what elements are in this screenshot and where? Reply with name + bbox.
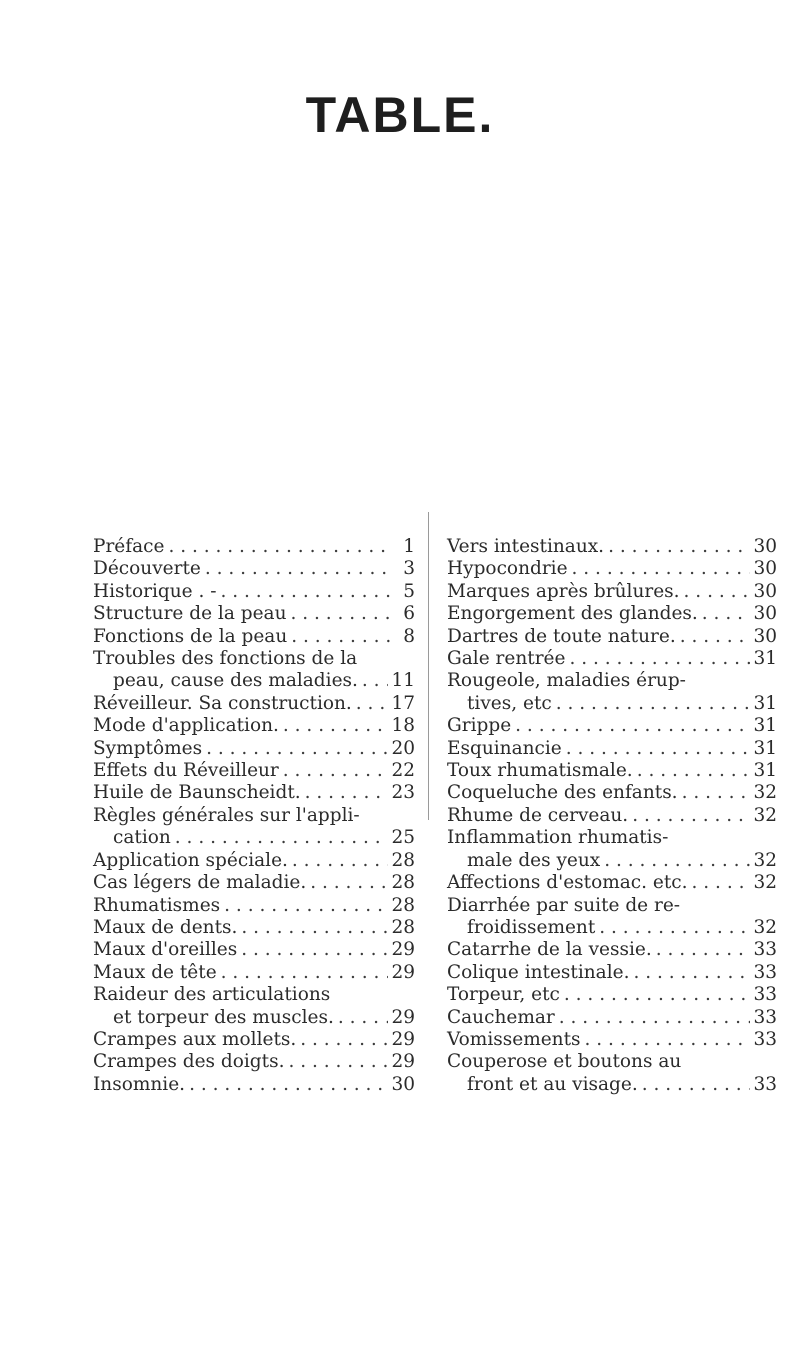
toc-page-number: 28 [391, 916, 415, 938]
toc-entry-line-wrapped [93, 648, 415, 670]
toc-entry-title: Rhumatismes [93, 894, 221, 916]
toc-entry-title: Maux d'oreilles [93, 939, 238, 961]
toc-entry [447, 827, 777, 872]
toc-entry-line [93, 536, 415, 558]
toc-entry-title: Marques après brûlures. [447, 580, 680, 602]
dot-leader [569, 648, 750, 670]
dot-leader [205, 558, 390, 580]
toc-entry [93, 738, 415, 760]
toc-entry-title: Gale rentrée [447, 648, 566, 670]
toc-page-number: 29 [391, 1028, 415, 1050]
toc-page-number: 23 [391, 782, 415, 804]
toc-entry-title: Cas légers de maladie. [93, 872, 307, 894]
toc-entry [447, 1029, 777, 1051]
toc-page-number: 32 [753, 804, 777, 826]
dot-leader [291, 626, 390, 648]
toc-page-number: 11 [391, 670, 415, 692]
toc-page-number: 22 [391, 760, 415, 782]
toc-entry [93, 536, 415, 558]
toc-entry-title: Vomissements [447, 1028, 581, 1050]
toc-entry-title: Vers intestinaux. [447, 536, 605, 557]
toc-entry-line [447, 805, 777, 827]
toc-entry-title: Huile de Baunscheidt. [93, 782, 301, 804]
dot-leader [559, 1007, 751, 1029]
toc-entry-title: Effets du Réveilleur [93, 760, 279, 782]
toc-entry [93, 895, 415, 917]
toc-entry [447, 782, 777, 804]
toc-entry-line [447, 872, 777, 894]
dot-leader [241, 917, 388, 939]
column-divider [428, 512, 429, 820]
toc-page-number: 31 [753, 760, 777, 782]
toc-page-number: 30 [753, 603, 777, 625]
dot-leader [680, 626, 751, 648]
toc-entry-line [93, 670, 415, 692]
toc-entry [93, 872, 415, 894]
toc-entry-title: Insomnie. [93, 1073, 186, 1095]
toc-page-number: 32 [753, 916, 777, 938]
toc-entry [93, 782, 415, 804]
toc-entry-line [447, 715, 777, 737]
toc-page-number: 28 [391, 872, 415, 894]
toc-left-column [93, 536, 415, 1096]
dot-leader [362, 670, 389, 692]
toc-entry [93, 1029, 415, 1051]
toc-entry-line-wrapped [447, 670, 777, 692]
toc-page-number: 30 [391, 1073, 415, 1095]
page-title: TABLE. [305, 87, 495, 143]
toc-entry-line-wrapped [93, 805, 415, 827]
toc-entry-line [93, 917, 415, 939]
toc-entry-title: Grippe [447, 715, 512, 737]
toc-entry-title: Règles générales sur l'appli- [93, 804, 360, 826]
toc-entry [93, 850, 415, 872]
toc-entry-title: Crampes aux mollets. [93, 1028, 297, 1050]
toc-entry-line-wrapped [447, 827, 777, 849]
toc-entry [447, 536, 777, 558]
toc-entry-title: Réveilleur. Sa construction. [93, 692, 352, 714]
dot-leader [599, 917, 750, 939]
toc-entry [447, 1051, 777, 1096]
toc-entry [447, 1007, 777, 1029]
toc-entry [447, 581, 777, 603]
toc-page-number: 33 [753, 1006, 777, 1028]
toc-entry [447, 760, 777, 782]
toc-entry [93, 760, 415, 782]
toc-entry-line [93, 782, 415, 804]
toc-entry-title: Couperose et boutons au [447, 1051, 682, 1073]
toc-page-number: 5 [403, 580, 415, 602]
toc-entry [93, 626, 415, 648]
toc-entry-title: Inflammation rhumatis- [447, 827, 669, 849]
toc-entry-line [447, 962, 777, 984]
toc-entry-line [93, 872, 415, 894]
dot-leader [566, 738, 751, 760]
toc-entry-line [93, 962, 415, 984]
toc-entry-line [93, 603, 415, 625]
toc-page-number: 32 [753, 849, 777, 871]
toc-entry-line [447, 693, 777, 715]
toc-entry [447, 939, 777, 961]
dot-leader [288, 1051, 388, 1073]
toc-entry [447, 872, 777, 894]
toc-entry-line [447, 536, 777, 558]
toc-entry [447, 738, 777, 760]
toc-entry-line-wrapped [447, 895, 777, 917]
toc-entry-title: Fonctions de la peau [93, 625, 288, 647]
toc-page-number: 29 [391, 1051, 415, 1073]
toc-entry-line [447, 782, 777, 804]
toc-entry-line [447, 1007, 777, 1029]
toc-page-number: 30 [753, 580, 777, 602]
toc-entry [93, 1051, 415, 1073]
toc-entry-line [447, 603, 777, 625]
toc-page-number: 31 [753, 715, 777, 737]
toc-entry-line [447, 850, 777, 872]
dot-leader [692, 872, 751, 894]
toc-page-number: 30 [753, 558, 777, 580]
dot-leader [310, 872, 388, 894]
dot-leader [224, 895, 388, 917]
toc-entry-title: Toux rhumatismale. [447, 760, 633, 782]
toc-entry-line [447, 738, 777, 760]
toc-page-number: 33 [753, 939, 777, 961]
dot-leader [632, 805, 750, 827]
dot-leader [220, 581, 390, 603]
toc-entry-title: Raideur des articulations [93, 984, 331, 1006]
dot-leader [633, 962, 750, 984]
toc-page-number: 6 [403, 603, 415, 625]
toc-entry-line [93, 895, 415, 917]
toc-entry [447, 603, 777, 625]
toc-entry-line [447, 1029, 777, 1051]
dot-leader [642, 1074, 751, 1096]
toc-entry-title: Torpeur, etc [447, 984, 560, 1006]
toc-entry-title: Engorgement des glandes. [447, 603, 698, 625]
toc-entry-line [93, 760, 415, 782]
dot-leader [684, 581, 751, 603]
toc-page-number: 29 [391, 939, 415, 961]
toc-entry-title: Diarrhée par suite de re- [447, 894, 681, 916]
toc-entry-title: Structure de la peau [93, 603, 287, 625]
dot-leader [300, 1029, 388, 1051]
toc-entry-line [447, 939, 777, 961]
toc-entry-title: male des yeux [467, 849, 601, 871]
toc-entry-title: Hypocondrie [447, 558, 568, 580]
toc-page-number: 1 [403, 536, 415, 557]
toc-entry-title: Découverte [93, 558, 201, 580]
toc-entry-title: Esquinancie [447, 737, 562, 759]
toc-page-number: 18 [391, 715, 415, 737]
toc-entry-title: Préface [93, 536, 165, 557]
toc-page-number: 32 [753, 782, 777, 804]
toc-entry-line [93, 1051, 415, 1073]
dot-leader [356, 693, 389, 715]
toc-entry [447, 670, 777, 715]
toc-page-number: 8 [403, 625, 415, 647]
toc-entry [93, 962, 415, 984]
dot-leader [283, 715, 389, 737]
dot-leader [637, 760, 751, 782]
toc-page-number: 20 [391, 737, 415, 759]
dot-leader [292, 850, 389, 872]
toc-entry-title: Catarrhe de la vessie. [447, 939, 652, 961]
toc-page-number: 3 [403, 558, 415, 580]
dot-leader [189, 1074, 388, 1096]
dot-leader [702, 603, 751, 625]
toc-page-number: 31 [753, 692, 777, 714]
toc-entry-title: Mode d'application. [93, 715, 279, 737]
toc-entry-line [447, 558, 777, 580]
toc-entry [93, 648, 415, 693]
toc-entry-line [447, 648, 777, 670]
toc-page-number: 31 [753, 737, 777, 759]
toc-entry [93, 558, 415, 580]
toc-entry-line [93, 1007, 415, 1029]
toc-entry-title: Colique intestinale. [447, 961, 630, 983]
toc-entry [447, 626, 777, 648]
toc-page-number: 25 [391, 827, 415, 849]
toc-entry-title: et torpeur des muscles. [113, 1006, 334, 1028]
toc-page-number: 29 [391, 1006, 415, 1028]
toc-entry-line [93, 1074, 415, 1096]
toc-entry [93, 693, 415, 715]
dot-leader [221, 962, 389, 984]
toc-entry-title: Crampes des doigts. [93, 1051, 285, 1073]
toc-entry [93, 939, 415, 961]
toc-entry-line [447, 626, 777, 648]
toc-entry-line [447, 917, 777, 939]
dot-leader [305, 782, 389, 804]
toc-entry-title: Coqueluche des enfants. [447, 782, 678, 804]
toc-page-number: 29 [391, 961, 415, 983]
dot-leader [515, 715, 750, 737]
toc-entry-title: Maux de tête [93, 961, 217, 983]
toc-entry [447, 962, 777, 984]
toc-entry-title: froidissement [467, 916, 596, 938]
toc-entry-title: peau, cause des maladies. [113, 670, 358, 692]
dot-leader [604, 850, 750, 872]
dot-leader [283, 760, 389, 782]
dot-leader [608, 536, 750, 558]
toc-entry-title: tives, etc [467, 692, 552, 714]
dot-leader [682, 782, 751, 804]
toc-entry [447, 984, 777, 1006]
toc-entry-line [93, 1029, 415, 1051]
toc-page-number: 28 [391, 894, 415, 916]
toc-page-number: 33 [753, 1073, 777, 1095]
toc-entry-line [93, 626, 415, 648]
dot-leader [656, 939, 751, 961]
toc-entry [93, 715, 415, 737]
toc-entry [447, 715, 777, 737]
toc-entry [93, 984, 415, 1029]
toc-entry-line [447, 760, 777, 782]
dot-leader [556, 693, 751, 715]
toc-page-number: 17 [391, 692, 415, 714]
toc-entry [93, 805, 415, 850]
toc-entry-title: Maux de dents. [93, 916, 238, 938]
toc-page-number: 31 [753, 648, 777, 670]
toc-entry-title: cation [113, 827, 171, 849]
toc-entry [93, 603, 415, 625]
toc-page-number: 30 [753, 625, 777, 647]
toc-entry [93, 581, 415, 603]
dot-leader [585, 1029, 751, 1051]
toc-page-number: 32 [753, 872, 777, 894]
dot-leader [572, 558, 751, 580]
toc-entry [447, 648, 777, 670]
toc-entry [447, 895, 777, 940]
toc-entry-title: Historique . - [93, 580, 217, 602]
toc-entry [93, 917, 415, 939]
toc-entry [93, 1074, 415, 1096]
toc-entry-line [447, 581, 777, 603]
dot-leader [175, 827, 389, 849]
toc-entry-line [93, 850, 415, 872]
toc-entry-line [93, 581, 415, 603]
toc-entry-title: Rhume de cerveau. [447, 804, 629, 826]
toc-entry-line [93, 939, 415, 961]
toc-entry-line [93, 558, 415, 580]
toc-page-number: 33 [753, 961, 777, 983]
dot-leader [241, 939, 388, 961]
toc-page-number: 33 [753, 984, 777, 1006]
dot-leader [168, 536, 390, 558]
toc-entry-line [93, 693, 415, 715]
toc-page-number: 28 [391, 849, 415, 871]
toc-entry-line-wrapped [93, 984, 415, 1006]
toc-entry-title: Rougeole, maladies érup- [447, 670, 686, 692]
toc-entry-title: front et au visage. [467, 1073, 638, 1095]
dot-leader [564, 984, 751, 1006]
toc-entry-line-wrapped [447, 1051, 777, 1073]
toc-entry [447, 805, 777, 827]
dot-leader [206, 738, 388, 760]
toc-entry-title: Application spéciale. [93, 849, 288, 871]
toc-entry-title: Affections d'estomac. etc. [447, 872, 688, 894]
toc-entry-line [93, 715, 415, 737]
toc-entry [447, 558, 777, 580]
toc-entry-line [93, 827, 415, 849]
dot-leader [290, 603, 390, 625]
toc-entry-title: Cauchemar [447, 1006, 555, 1028]
toc-right-column [447, 536, 777, 1096]
toc-entry-title: Symptômes [93, 737, 203, 759]
toc-entry-line [447, 984, 777, 1006]
toc-page-number: 30 [753, 536, 777, 557]
dot-leader [338, 1007, 389, 1029]
toc-entry-line [93, 738, 415, 760]
toc-entry-line [447, 1074, 777, 1096]
toc-page-number: 33 [753, 1028, 777, 1050]
toc-entry-title: Dartres de toute nature. [447, 625, 676, 647]
toc-entry-title: Troubles des fonctions de la [93, 648, 358, 670]
